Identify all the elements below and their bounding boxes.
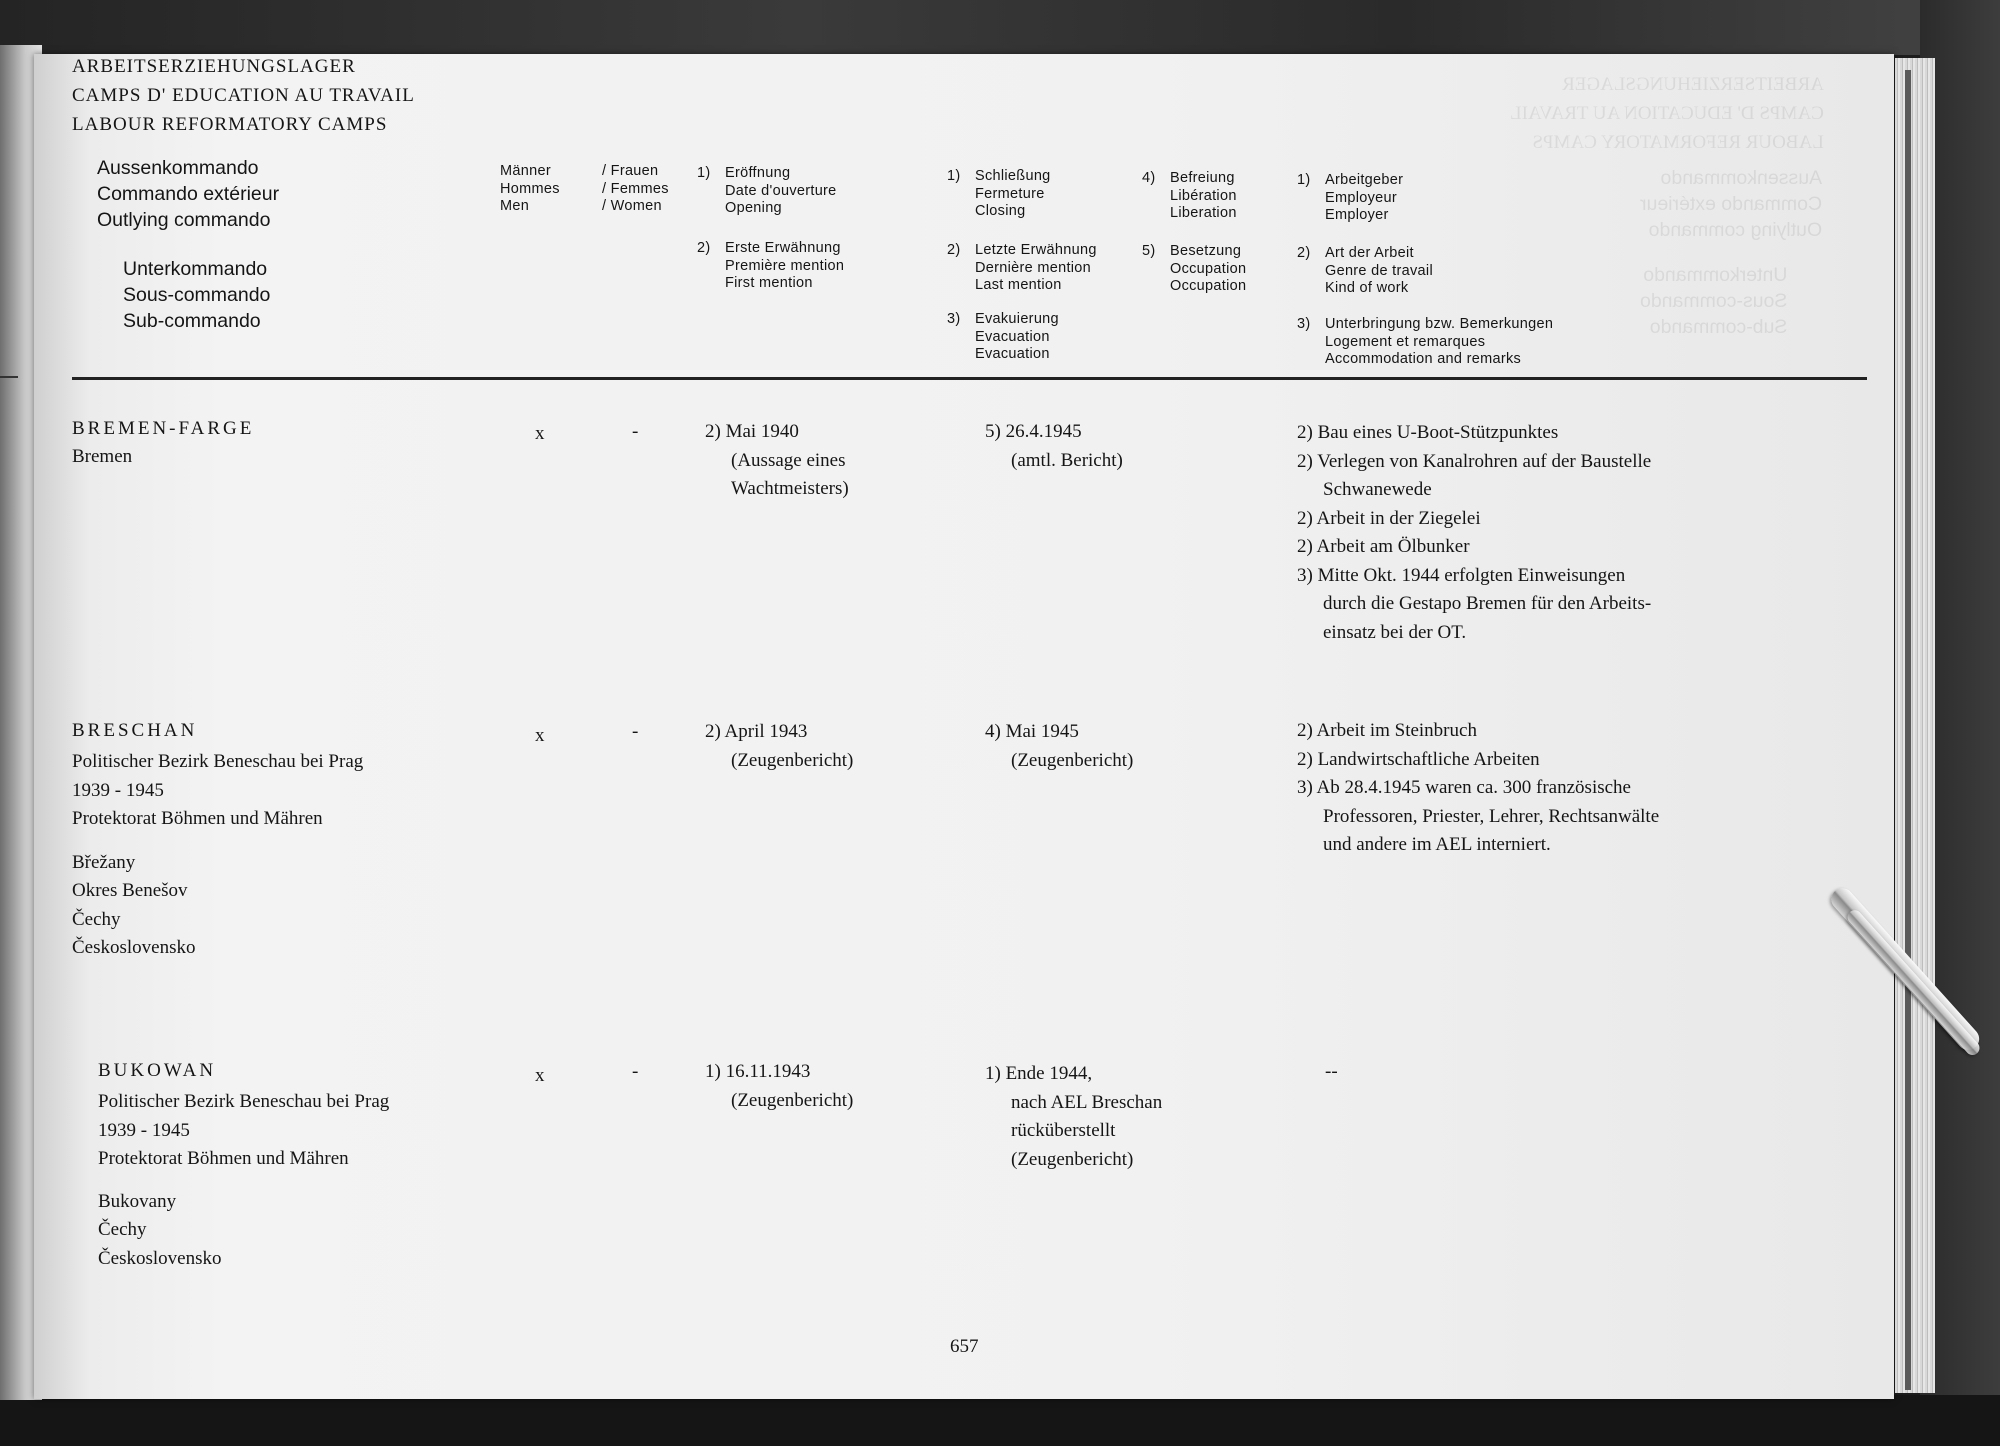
entry-remarks: 2) Arbeit im Steinbruch 2) Landwirtschaftliche Arbeiten 3) Ab 28.4.1945 waren ca. 300 französische Professoren, Priester, Lehrer, Rechtsanwälte und andere im AEL interniert.: [1297, 720, 1660, 855]
gender-column-header: Männer / Frauen Hommes / Femmes Men / Women: [500, 163, 669, 214]
closing-column-header: 1) Schließung Fermeture Closing: [947, 168, 1051, 219]
bleed-through-ghost-3: Unterkommando Sous-commando Sub-commando: [1640, 264, 1788, 338]
title-en: LABOUR REFORMATORY CAMPS: [72, 114, 388, 135]
entry-location: Bremen: [72, 446, 133, 467]
men-mark: x: [535, 1065, 545, 1086]
entry-remarks: --: [1325, 1061, 1338, 1082]
page-stack-edge: [1895, 58, 1935, 1393]
occupation-column-header: 5) Besetzung Occupation Occupation: [1142, 243, 1247, 294]
bleed-through-ghost-2: Aussenkommando Commando extérieur Outlying commando: [1640, 167, 1823, 241]
women-mark: -: [632, 1061, 639, 1082]
men-mark: x: [535, 423, 545, 444]
employer-column-header: 1) Arbeitgeber Employeur Employer: [1297, 172, 1404, 223]
entry-location: Politischer Bezirk Beneschau bei Prag 1939 - 1945 Protektorat Böhmen und Mähren Břežany Okres Benešov Čechy Československo: [72, 751, 364, 958]
entry-closing: 1) Ende 1944, nach AEL Breschan rücküberstellt (Zeugenbericht): [985, 1063, 1163, 1170]
entry-name: BRESCHAN: [72, 720, 198, 741]
work-kind-column-header: 2) Art der Arbeit Genre de travail Kind of work: [1297, 245, 1433, 296]
page-number: 657: [950, 1336, 979, 1357]
page-edge-shadow: [1905, 70, 1911, 1390]
men-mark: x: [535, 725, 545, 746]
background-top: [0, 0, 2000, 55]
outlying-commando-label: Aussenkommando Commando extérieur Outlying commando: [97, 157, 280, 231]
entry-location: Politischer Bezirk Beneschau bei Prag 1939 - 1945 Protektorat Böhmen und Mähren Bukovany Čechy Československo: [98, 1091, 390, 1269]
title-fr: CAMPS D' EDUCATION AU TRAVAIL: [72, 85, 415, 106]
evacuation-column-header: 3) Evakuierung Evacuation Evacuation: [947, 311, 1059, 362]
left-page-rule: [0, 376, 18, 378]
background-bottom: [0, 1395, 2000, 1446]
women-mark: -: [632, 421, 639, 442]
women-mark: -: [632, 721, 639, 742]
page-title-block: [72, 52, 415, 139]
remarks-column-header: 3) Unterbringung bzw. Bemerkungen Logement et remarques Accommodation and remarks: [1297, 316, 1554, 367]
entry-opening: 2) April 1943 (Zeugenbericht): [705, 721, 854, 771]
first-mention-column-header: 2) Erste Erwähnung Première mention First mention: [697, 240, 845, 291]
entry-name: BUKOWAN: [98, 1060, 217, 1081]
entry-closing: 5) 26.4.1945 (amtl. Bericht): [985, 421, 1123, 471]
opening-column-header: 1) Eröffnung Date d'ouverture Opening: [697, 165, 837, 216]
header-divider: [72, 377, 1867, 380]
liberation-column-header: 4) Befreiung Libération Liberation: [1142, 170, 1237, 221]
entry-closing: 4) Mai 1945 (Zeugenbericht): [985, 721, 1134, 771]
bleed-through-ghost-1: ARBEITSERZIEHUNGSLAGER CAMPS D' EDUCATION AU TRAVAIL LABOUR REFORMATORY CAMPS: [1510, 74, 1824, 153]
entry-remarks: 2) Bau eines U-Boot-Stützpunktes 2) Verlegen von Kanalrohren auf der Baustelle Schwanewede 2) Arbeit in der Ziegelei 2) Arbeit am Ölbunker 3) Mitte Okt. 1944 erfolgten Einweisungen durch die Gestapo Bremen für den Arbeits- einsatz bei der OT.: [1297, 422, 1652, 643]
title-de: ARBEITSERZIEHUNGSLAGER: [72, 56, 356, 77]
entry-opening: 2) Mai 1940 (Aussage eines Wachtmeisters): [705, 421, 849, 499]
last-mention-column-header: 2) Letzte Erwähnung Dernière mention Last mention: [947, 242, 1097, 293]
entry-name: BREMEN-FARGE: [72, 418, 255, 439]
entry-opening: 1) 16.11.1943 (Zeugenbericht): [705, 1061, 854, 1111]
sub-commando-label: Unterkommando Sous-commando Sub-commando: [123, 258, 271, 332]
